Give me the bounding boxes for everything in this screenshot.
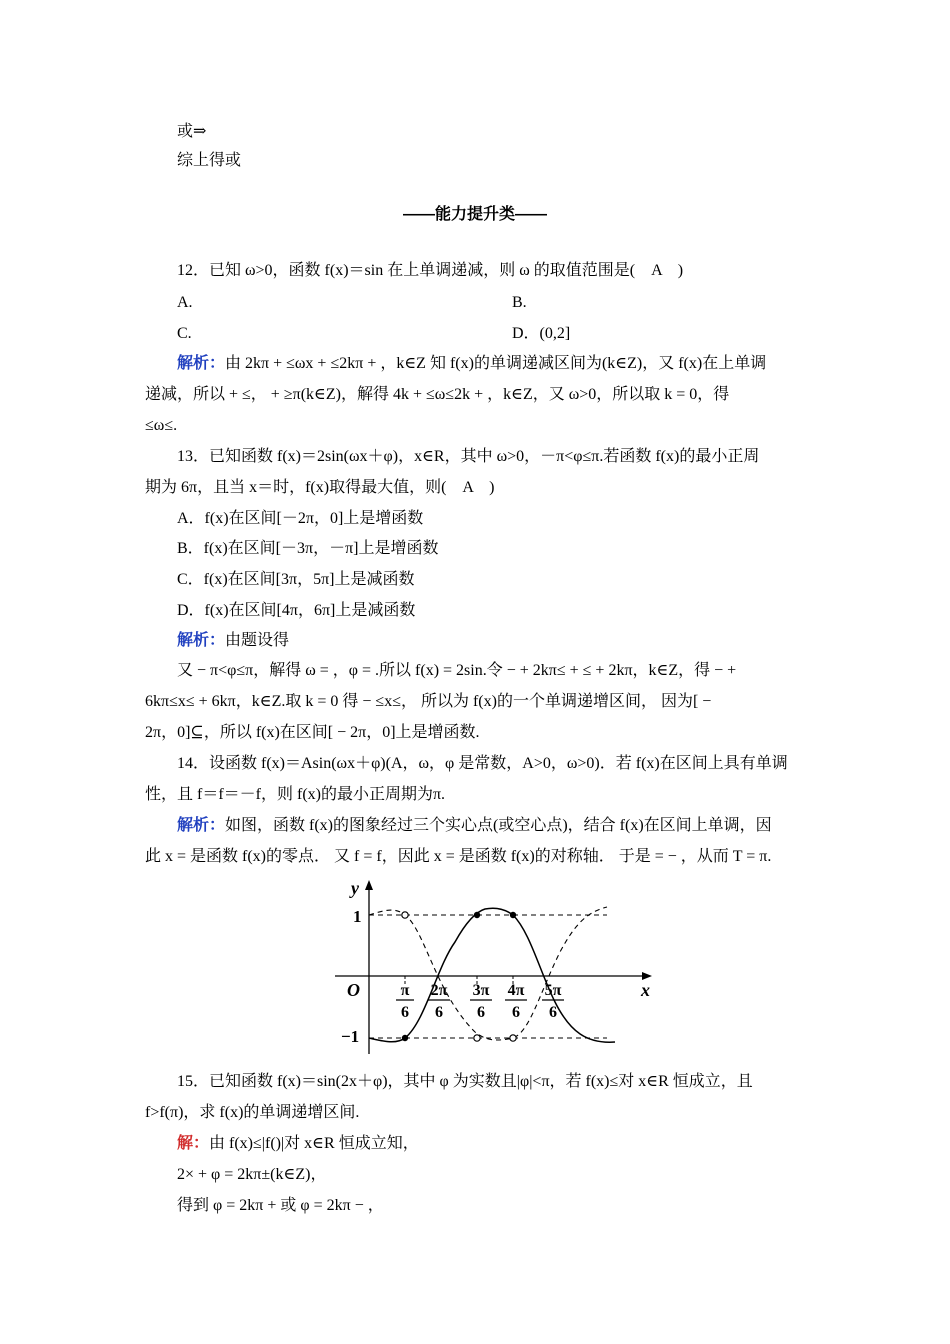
x-tick-4-den: 6 xyxy=(512,1004,520,1021)
q13-option-d: D．f(x)在区间[4π，6π]上是减函数 xyxy=(177,602,416,619)
x-axis-label: x xyxy=(641,980,650,1000)
q14-stem-line-1: 14．设函数 f(x)＝Asin(ωx＋φ)(A，ω，φ 是常数，A>0，ω>0)．若 f(x)在区间上具有单调 xyxy=(177,755,788,772)
q14-solution-label: 解析： xyxy=(177,817,226,834)
q14-solution-line-1: 解析：如图，函数 f(x)的图象经过三个实心点(或空心点)，结合 f(x)在区间上单调，因 xyxy=(177,817,772,834)
q15-stem-line-1: 15．已知函数 f(x)＝sin(2x＋φ)，其中 φ 为实数且|φ|<π，若 f(x)≤对 x∈R 恒成立，且 xyxy=(177,1073,753,1090)
x-tick-2 xyxy=(428,982,450,1021)
q12-solution-label: 解析： xyxy=(177,355,226,372)
q13-stem-line-2: 期为 6π，且当 x＝时，f(x)取得最大值，则( A ) xyxy=(145,479,495,496)
q12-option-b: B. xyxy=(512,294,527,311)
open-point-3 xyxy=(510,1035,516,1041)
solid-curve xyxy=(369,908,615,1042)
q13-solution-line-4: 2π，0]⊆，所以 f(x)在区间[ − 2π，0]上是增函数. xyxy=(145,724,480,741)
x-tick-5-den: 6 xyxy=(549,1004,557,1021)
x-tick-1-num: π xyxy=(400,982,410,999)
open-point-1 xyxy=(402,912,408,918)
x-tick-4 xyxy=(505,982,527,1021)
x-tick-2-den: 6 xyxy=(435,1004,443,1021)
x-tick-2-num: 2π xyxy=(430,982,448,999)
filled-point-1 xyxy=(402,1035,408,1041)
x-tick-3-den: 6 xyxy=(477,1004,485,1021)
q15-solution-line-3: 得到 φ = 2kπ + 或 φ = 2kπ − ， xyxy=(177,1197,384,1214)
y-tick-1: 1 xyxy=(353,907,362,926)
q15-solution-line-2: 2× + φ = 2kπ±(k∈Z)， xyxy=(177,1166,327,1183)
q13-stem-line-1: 13．已知函数 f(x)＝2sin(ωx＋φ)，x∈R，其中 ω>0，－π<φ≤π.若函数 f(x)的最小正周 xyxy=(177,448,760,465)
filled-point-2 xyxy=(474,912,480,918)
origin-label: O xyxy=(347,980,360,1000)
q15-stem-line-2: f>f(π)，求 f(x)的单调递增区间. xyxy=(145,1104,360,1121)
q14-solution-line-2: 此 x = 是函数 f(x)的零点． 又 f = f，因此 x = 是函数 f(x)的对称轴． 于是 = − ，从而 T = π. xyxy=(145,848,772,865)
q12-option-c: C. xyxy=(177,325,192,342)
q12-option-a: A. xyxy=(177,294,193,311)
q13-option-c: C．f(x)在区间[3π，5π]上是减函数 xyxy=(177,571,415,588)
y-axis-label: y xyxy=(351,878,359,898)
x-tick-1 xyxy=(396,982,414,1021)
open-point-2 xyxy=(474,1035,480,1041)
q12-solution-line-2: 递减，所以 + ≤， + ≥π(k∈Z)，解得 4k + ≤ω≤2k + ，k∈Z，又 ω>0，所以取 k = 0，得 xyxy=(145,386,730,403)
x-tick-4-num: 4π xyxy=(507,982,525,999)
x-tick-3-num: 3π xyxy=(472,982,490,999)
filled-point-3 xyxy=(510,912,516,918)
x-tick-5 xyxy=(542,982,564,1021)
q13-option-b: B．f(x)在区间[－3π，－π]上是增函数 xyxy=(177,540,439,557)
x-tick-3 xyxy=(470,982,492,1021)
q13-solution-label: 解析： xyxy=(177,632,226,649)
q13-option-a: A．f(x)在区间[－2π，0]上是增函数 xyxy=(177,510,424,527)
x-tick-5-num: 5π xyxy=(544,982,562,999)
q12-stem: 12．已知 ω>0，函数 f(x)＝sin 在上单调递减，则 ω 的取值范围是( A ) xyxy=(177,262,684,279)
q13-solution-line-1: 解析：由题设得 xyxy=(177,632,290,649)
y-tick-minus-1: −1 xyxy=(341,1027,360,1046)
q15-solution-line-1: 解：由 f(x)≤|f()|对 x∈R 恒成立知， xyxy=(177,1135,419,1152)
y-axis-arrow xyxy=(365,880,373,890)
x-tick-1-den: 6 xyxy=(401,1004,409,1021)
q15-solution-label: 解： xyxy=(177,1135,210,1152)
top-line-1: 或⇒ xyxy=(177,123,207,140)
q12-solution-line-1: 解析：由 2kπ + ≤ωx + ≤2kπ + ，k∈Z 知 f(x)的单调递减区间为(k∈Z)，又 f(x)在上单调 xyxy=(177,355,767,372)
x-axis-arrow xyxy=(642,972,652,980)
q12-solution-line-3: ≤ω≤. xyxy=(145,417,178,434)
section-title: ——能力提升类—— xyxy=(402,206,547,223)
q12-option-d: D．(0,2] xyxy=(512,325,571,342)
q13-solution-line-3: 6kπ≤x≤ + 6kπ，k∈Z.取 k = 0 得 − ≤x≤， 所以为 f(x)的一个单调递增区间， 因为[ − xyxy=(145,693,712,710)
top-line-2: 综上得或 xyxy=(177,152,242,169)
sine-graph xyxy=(325,872,660,1062)
q14-stem-line-2: 性，且 f＝f＝－f，则 f(x)的最小正周期为π. xyxy=(145,786,446,803)
q13-solution-line-2: 又 − π<φ≤π，解得 ω = ，φ = .所以 f(x) = 2sin.令 − + 2kπ≤ + ≤ + 2kπ，k∈Z，得 − + xyxy=(177,662,737,679)
